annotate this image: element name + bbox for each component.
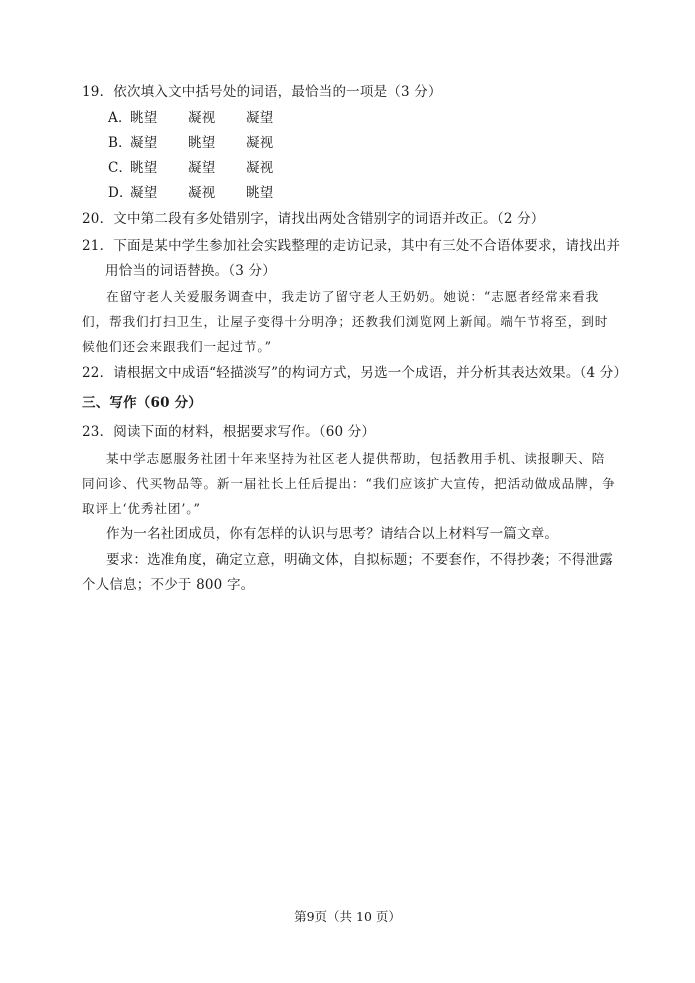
option-word: 眺望 [188, 135, 216, 151]
q23-prompt: 作为一名社团成员，你有怎样的认识与思考？请结合以上材料写一篇文章。 [106, 526, 559, 542]
q19-option-a [108, 109, 304, 127]
q19-option-c [108, 159, 304, 177]
page-number: 第9页（共 10 页） [294, 909, 401, 924]
q19-option-b [108, 134, 304, 152]
option-word: 凝视 [246, 160, 274, 176]
option-word: 凝望 [188, 160, 216, 176]
option-word: 凝望 [246, 110, 274, 126]
option-word: 凝视 [246, 135, 274, 151]
option-word: 凝视 [188, 185, 216, 201]
option-key: C． [108, 160, 133, 176]
q19-stem: 19．依次填入文中括号处的词语，最恰当的一项是（3 分） [82, 84, 442, 100]
option-word: 眺望 [130, 110, 158, 126]
q23-stem: 23．阅读下面的材料，根据要求写作。（60 分） [82, 424, 376, 440]
q21-record-line1: 在留守老人关爱服务调查中，我走访了留守老人王奶奶。她说：“志愿者经常来看我 [106, 289, 600, 304]
q20-stem: 20．文中第二段有多处错别字，请找出两处含错别字的词语并改正。（2 分） [82, 211, 545, 227]
option-key: A． [108, 110, 132, 126]
q21-record-line2: 们，帮我们打扫卫生，让屋子变得十分明净；还教我们浏览网上新闻。端午节将至，到时 [82, 314, 609, 329]
q21-stem-line2: 用恰当的词语替换。（3 分） [105, 263, 276, 279]
q23-material-line2: 同问诊、代买物品等。新一届社长上任后提出：“我们应该扩大宣传，把活动做成品牌，争 [82, 476, 616, 491]
option-word: 凝望 [130, 185, 158, 201]
option-word: 眺望 [130, 160, 158, 176]
option-word: 凝视 [188, 110, 216, 126]
q23-requirements-line2: 个人信息；不少于 800 字。 [82, 577, 255, 593]
section-title-writing: 三、写作（60 分） [82, 395, 202, 411]
q23-requirements-line1: 要求：选准角度，确定立意，明确文体，自拟标题；不要套作，不得抄袭；不得泄露 [106, 552, 613, 568]
q23-material-line3: 取评上‘优秀社团’。” [82, 501, 201, 516]
option-word: 凝望 [130, 135, 158, 151]
option-key: B． [108, 135, 132, 151]
q19-option-d [108, 184, 304, 202]
q21-record-line3: 候他们还会来跟我们一起过节。” [82, 339, 272, 354]
q22-stem: 22．请根据文中成语“轻描淡写”的构词方式，另选一个成语，并分析其表达效果。（4 分） [82, 365, 628, 381]
q23-material-line1: 某中学志愿服务社团十年来坚持为社区老人提供帮助，包括教用手机、读报聊天、陪 [106, 451, 606, 466]
option-word: 眺望 [246, 185, 274, 201]
q21-stem-line1: 21．下面是某中学生参加社会实践整理的走访记录，其中有三处不合语体要求，请找出并 [82, 238, 621, 254]
option-key: D． [108, 185, 133, 201]
